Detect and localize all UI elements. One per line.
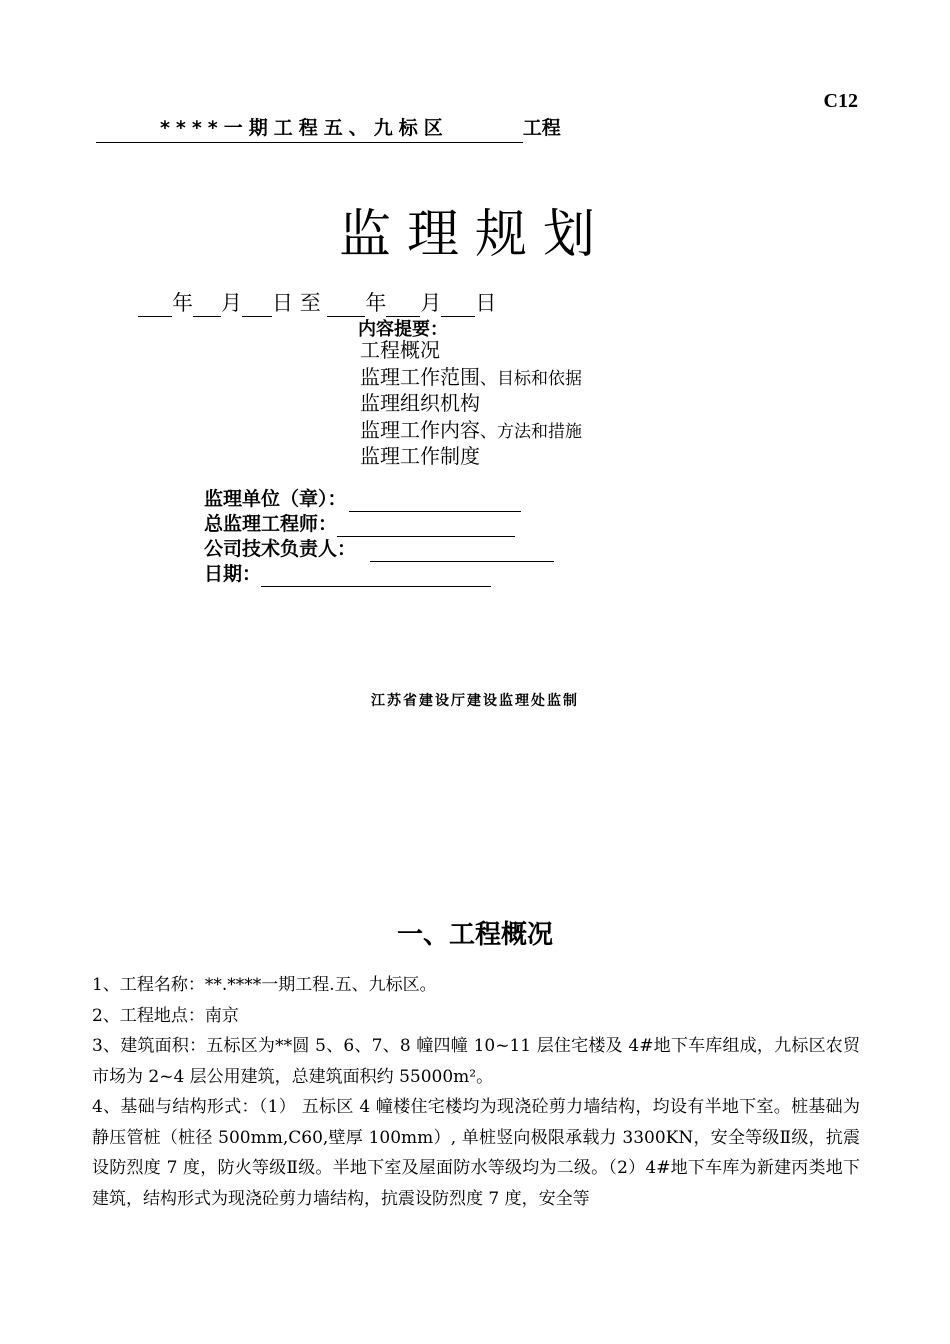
supervision-unit-label: 监理单位（章）： (204, 488, 347, 510)
summary-item: 监理工作内容、方法和措施 (360, 417, 582, 442)
tech-lead-label: 公司技术负责人： (204, 538, 357, 560)
summary-item: 监理组织机构 (360, 391, 480, 415)
date-range (138, 287, 496, 317)
supervision-unit-row (204, 487, 554, 512)
start-year-label: 年 (172, 291, 193, 315)
date-to-label: 至 (299, 291, 321, 315)
summary-heading: 内容提要： (358, 319, 448, 340)
start-month-blank[interactable] (193, 294, 221, 317)
signature-block (204, 487, 554, 587)
end-year-label: 年 (365, 291, 387, 315)
summary-item: 监理工作制度 (360, 444, 480, 468)
project-suffix: 工程 (522, 117, 561, 139)
date-row (204, 562, 554, 587)
end-day-label: 日 (475, 291, 497, 315)
section-heading: 一、工程概况 (396, 920, 553, 950)
end-month-label: 月 (420, 291, 442, 315)
start-day-label: 日 (272, 291, 293, 315)
start-month-label: 月 (221, 291, 242, 315)
end-month-blank[interactable] (386, 294, 420, 317)
paragraph: 2、工程地点：南京 (92, 1005, 239, 1026)
section-body (92, 970, 860, 1214)
document-title: 监理规划 (338, 205, 611, 265)
project-name-line (96, 113, 561, 143)
supervision-unit-field[interactable] (349, 491, 521, 512)
chief-engineer-row (204, 512, 554, 537)
paragraph: 1、工程名称：**.****一期工程.五、九标区。 (92, 975, 437, 995)
summary-item: 监理工作范围、目标和依据 (360, 364, 582, 389)
date-label: 日期： (204, 563, 262, 585)
paragraph: 4、基础与结构形式：（1） 五标区 4 幢楼住宅楼均为现浇砼剪力墙结构，均设有半地下室。桩基础为静压管桩（桩径 500mm,C60,壁厚 100mm）, 单桩竖向极限承载力 3300KN，安全等级Ⅱ级，抗震设防烈度 7 度，防火等级Ⅱ级。半地下室及屋面防水等级均为二级。（2）4#地下车库为新建丙类地下建筑，结构形式为现浇砼剪力墙结构，抗震设防烈度 7 度，安全等 (92, 1097, 860, 1209)
end-day-blank[interactable] (441, 294, 475, 317)
end-year-blank[interactable] (327, 294, 365, 317)
date-field[interactable] (261, 566, 491, 587)
issuer-text: 江苏省建设厅建设监理处监制 (371, 693, 579, 709)
tech-lead-row (204, 537, 554, 562)
start-day-blank[interactable] (242, 294, 272, 317)
document-code: C12 (823, 90, 858, 112)
summary-item: 工程概况 (360, 338, 440, 362)
tech-lead-field[interactable] (370, 541, 554, 562)
project-name: ****一期工程五、九标区 (96, 113, 451, 143)
project-name-blank (451, 120, 523, 143)
start-year-blank[interactable] (138, 294, 172, 317)
chief-engineer-field[interactable] (337, 516, 515, 537)
paragraph: 3、建筑面积：五标区为**圆 5、6、7、8 幢四幢 10~11 层住宅楼及 4#地下车库组成，九标区农贸市场为 2~4 层公用建筑，总建筑面积约 55000m²。 (92, 1036, 860, 1087)
summary-list (360, 338, 582, 471)
chief-engineer-label: 总监理工程师： (204, 513, 338, 535)
